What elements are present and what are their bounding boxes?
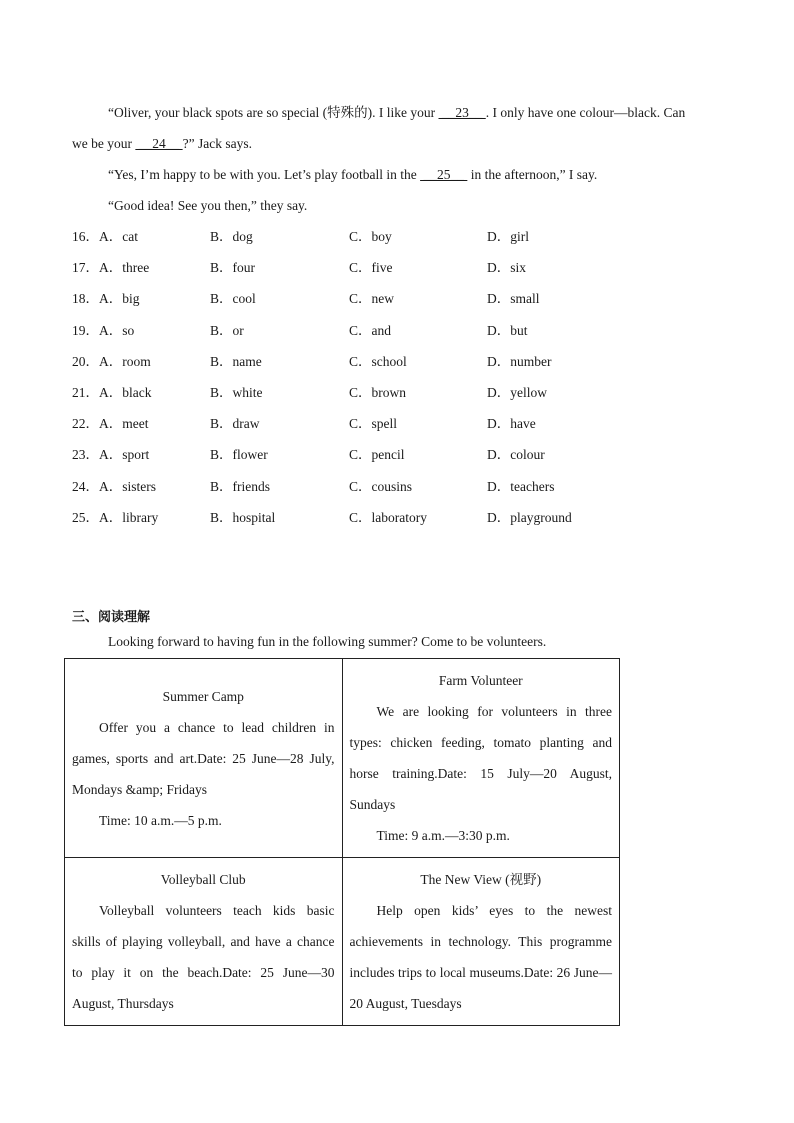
option-a: 18．A．big (72, 291, 140, 307)
passage-line-4: “Good idea! See you then,” they say. (108, 198, 308, 213)
option-c: C．cousins (349, 478, 413, 494)
passage-text: . I only have one colour—black. Can (485, 105, 686, 120)
ad-title: Volleyball Club (160, 872, 246, 887)
ad-title: Summer Camp (162, 689, 244, 704)
option-row (72, 315, 712, 346)
passage-line-2 (72, 128, 722, 159)
option-a: 25．A．library (72, 509, 159, 525)
option-d: D．small (487, 291, 540, 307)
option-row (72, 439, 712, 470)
passage-text: “Yes, I’m happy to be with you. Let’s play football in the (108, 167, 421, 182)
passage-text: in the afternoon,” I say. (467, 167, 598, 182)
option-b: B．four (210, 260, 255, 276)
option-a: 24．A．sisters (72, 478, 156, 494)
option-row (72, 283, 712, 314)
option-c: C．and (349, 322, 391, 338)
option-row (72, 471, 712, 502)
option-c: C．brown (349, 384, 406, 400)
ad-body: We are looking for volunteers in three types: chicken feeding, tomato planting and horse training.Date: 15 July—20 August, Sundays (349, 704, 612, 812)
option-b: B．cool (210, 291, 256, 307)
option-d: D．teachers (487, 478, 555, 494)
ad-new-view (342, 858, 620, 1026)
option-a: 23．A．sport (72, 447, 150, 463)
option-c: C．five (349, 260, 393, 276)
ad-time: Time: 9 a.m.—3:30 p.m. (376, 828, 510, 843)
option-a: 20．A．room (72, 353, 151, 369)
option-d: D．number (487, 353, 552, 369)
blank-25: __25__ (420, 167, 468, 182)
passage-line-3 (108, 159, 758, 190)
option-b: B．dog (210, 229, 253, 244)
ad-time: Time: 10 a.m.—5 p.m. (99, 813, 222, 828)
option-d: D．colour (487, 447, 545, 463)
passage-text: ?” Jack says. (182, 136, 252, 151)
option-c: C．spell (349, 416, 398, 432)
option-row (72, 408, 712, 439)
volunteer-ads-table (64, 658, 620, 1026)
option-a: 21．A．black (72, 384, 152, 400)
option-c: C．new (349, 291, 394, 307)
option-d: D．yellow (487, 384, 547, 400)
option-d: D．playground (487, 509, 572, 525)
section-title: 三、阅读理解 (72, 610, 151, 625)
ad-title: Farm Volunteer (438, 673, 523, 688)
blank-23: __23__ (438, 105, 486, 120)
option-row (72, 346, 712, 377)
option-a: 19．A．so (72, 322, 135, 338)
option-b: B．white (210, 384, 263, 400)
option-d: D．girl (487, 229, 529, 244)
option-a: 16．A．cat (72, 229, 138, 244)
ad-farm-volunteer (342, 659, 620, 858)
ad-body: Help open kids’ eyes to the newest achievements in technology. This programme includes trips to local museums.Date: 26 June—20 August, Tuesdays (349, 903, 612, 1011)
option-c: C．school (349, 353, 407, 369)
option-row (72, 252, 712, 283)
option-row (72, 502, 712, 533)
passage-text: we be your (72, 136, 136, 151)
blank-24: __24__ (135, 136, 183, 151)
option-b: B．friends (210, 478, 270, 494)
passage-text: “Oliver, your black spots are so special (特殊的). I like your (108, 105, 439, 120)
passage-line-1 (108, 97, 758, 128)
ad-body: Volleyball volunteers teach kids basic skills of playing volleyball, and have a chance to play it on the beach.Date: 25 June—30 August, Thursdays (72, 903, 335, 1011)
option-b: B．flower (210, 447, 268, 463)
option-c: C．pencil (349, 447, 405, 463)
option-d: D．have (487, 416, 536, 432)
option-b: B．or (210, 322, 244, 338)
ad-body: Offer you a chance to lead children in games, sports and art.Date: 25 June—28 July, Mondays &amp; Fridays (72, 720, 335, 797)
option-b: B．hospital (210, 509, 276, 525)
answer-options (72, 221, 712, 533)
option-b: B．draw (210, 416, 260, 432)
option-c: C．boy (349, 229, 392, 244)
option-c: C．laboratory (349, 509, 427, 525)
option-a: 22．A．meet (72, 416, 149, 432)
option-b: B．name (210, 353, 262, 369)
ad-title: The New View (视野) (420, 872, 542, 887)
ad-summer-camp (65, 659, 343, 858)
option-a: 17．A．three (72, 260, 150, 276)
option-d: D．but (487, 322, 528, 338)
option-row (72, 377, 712, 408)
reading-intro: Looking forward to having fun in the following summer? Come to be volunteers. (108, 634, 547, 649)
ad-volleyball-club (65, 858, 343, 1026)
option-d: D．six (487, 260, 527, 276)
option-row (72, 221, 712, 252)
